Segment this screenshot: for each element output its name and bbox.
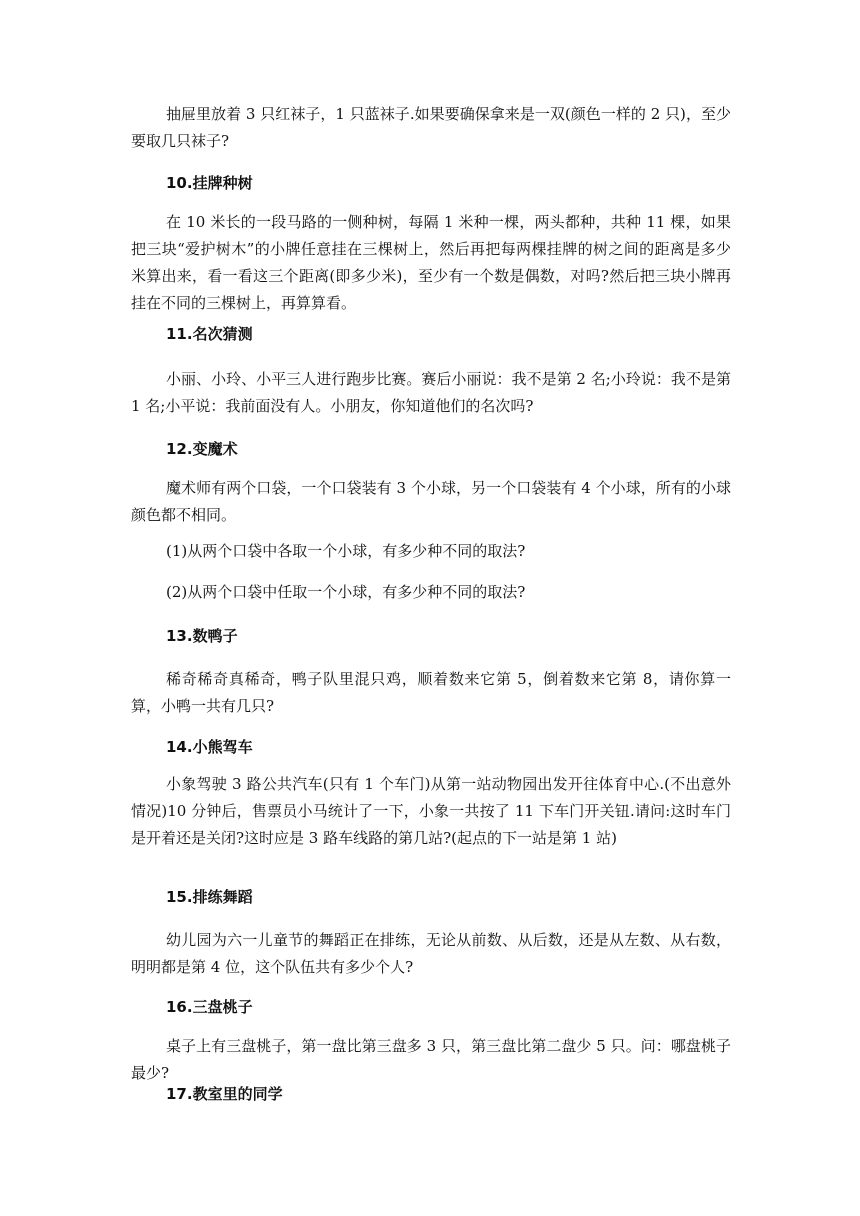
section-body-15: 幼儿园为六一儿童节的舞蹈正在排练，无论从前数、从后数，还是从左数、从右数，明明都是第 4 位，这个队伍共有多少个人? — [131, 931, 731, 976]
list-item-12-1: (1)从两个口袋中各取一个小球，有多少种不同的取法? — [166, 542, 526, 560]
list-item-12-2: (2)从两个口袋中任取一个小球，有多少种不同的取法? — [166, 583, 526, 601]
section-heading-14: 14.小熊驾车 — [166, 738, 253, 756]
section-heading-17: 17.教室里的同学 — [166, 1085, 283, 1103]
section-body-11: 小丽、小玲、小平三人进行跑步比赛。赛后小丽说：我不是第 2 名;小玲说：我不是第 1 名;小平说：我前面没有人。小朋友，你知道他们的名次吗? — [131, 370, 731, 415]
section-body-14: 小象驾驶 3 路公共汽车(只有 1 个车门)从第一站动物园出发开往体育中心.(不出意外情况)10 分钟后，售票员小马统计了一下，小象一共按了 11 下车门开关钮.请问:这时车门是开着还是关闭?这时应是 3 路车线路的第几站?(起点的下一站是第 1 站) — [131, 775, 731, 847]
section-body-13: 稀奇稀奇真稀奇，鸭子队里混只鸡，顺着数来它第 5，倒着数来它第 8，请你算一算，小鸭一共有几只? — [131, 670, 731, 715]
section-heading-13: 13.数鸭子 — [166, 627, 238, 645]
section-heading-12: 12.变魔术 — [166, 440, 238, 458]
intro-paragraph: 抽屉里放着 3 只红袜子，1 只蓝袜子.如果要确保拿来是一双(颜色一样的 2 只)，至少要取几只袜子? — [131, 105, 731, 150]
section-body-10: 在 10 米长的一段马路的一侧种树，每隔 1 米种一棵，两头都种，共种 11 棵，如果把三块“爱护树木”的小牌任意挂在三棵树上，然后再把每两棵挂牌的树之间的距离是多少米算出来，看一看这三个距离(即多少米)，至少有一个数是偶数，对吗?然后把三块小牌再挂在不同的三棵树上，再算算看。 — [131, 213, 731, 312]
section-body-12: 魔术师有两个口袋，一个口袋装有 3 个小球，另一个口袋装有 4 个小球，所有的小球颜色都不相同。 — [131, 479, 731, 524]
section-body-16: 桌子上有三盘桃子，第一盘比第三盘多 3 只，第三盘比第二盘少 5 只。问：哪盘桃子最少? — [131, 1037, 731, 1082]
section-heading-15: 15.排练舞蹈 — [166, 888, 253, 906]
section-heading-16: 16.三盘桃子 — [166, 998, 253, 1016]
section-heading-10: 10.挂牌种树 — [166, 174, 253, 192]
section-heading-11: 11.名次猜测 — [166, 325, 253, 343]
